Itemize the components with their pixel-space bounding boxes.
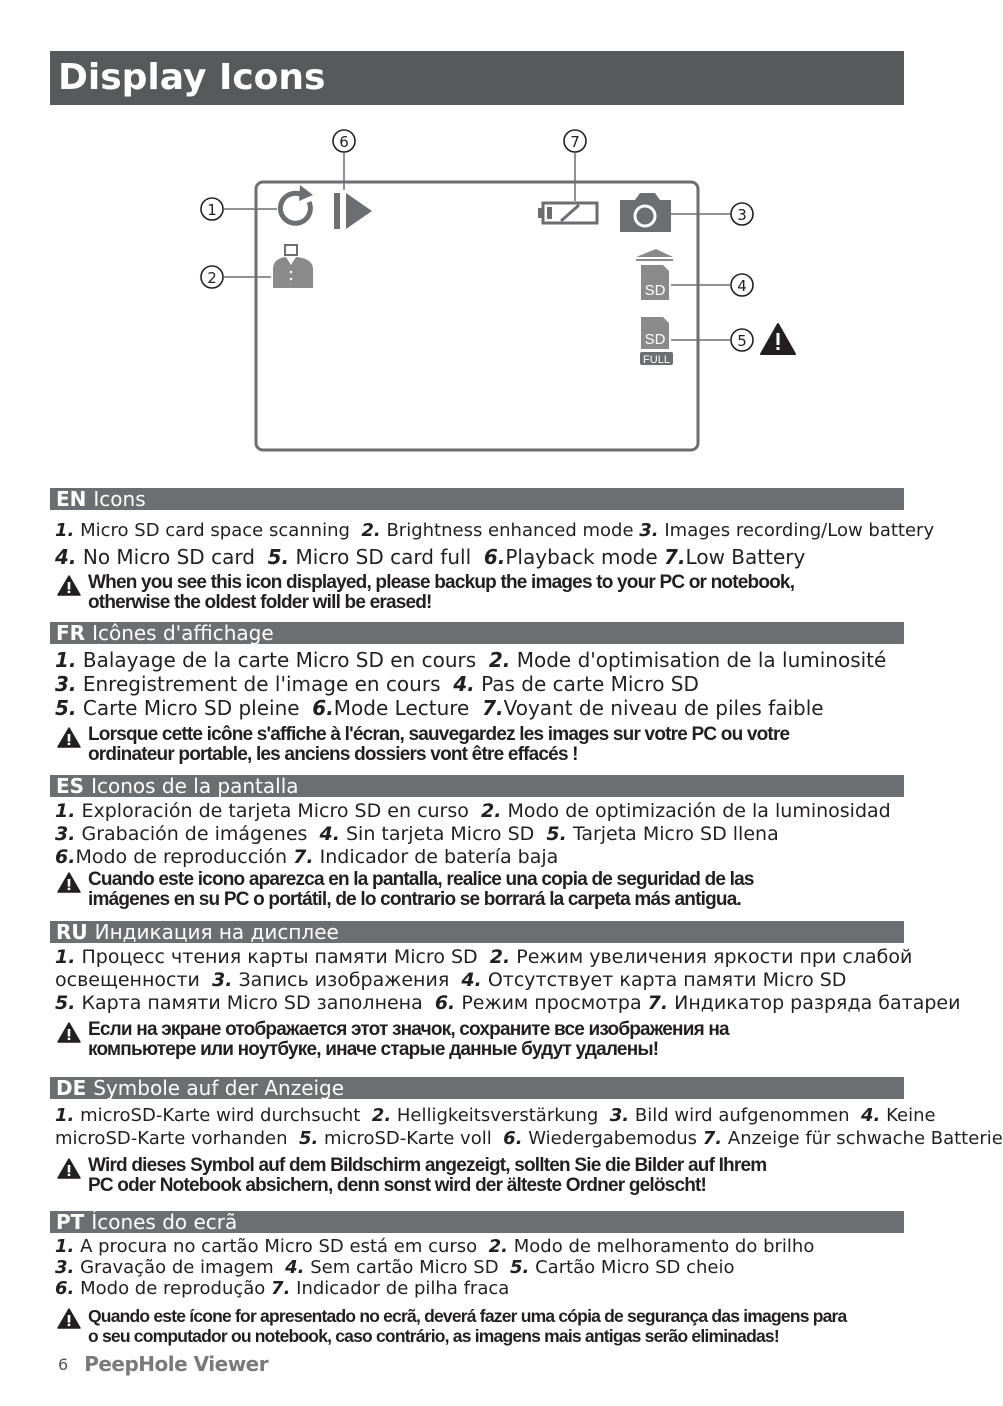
item-number: 1. xyxy=(55,946,76,968)
item-text: Cartão Micro SD cheio xyxy=(529,1257,735,1278)
item-text: Mode d'optimisation de la luminosité xyxy=(510,648,887,672)
item-text: Voyant de niveau de piles faible xyxy=(503,696,824,720)
language-code: EN xyxy=(56,487,87,511)
legend-line xyxy=(55,518,934,544)
warning-line: Если на экране отображается этот значок, сохраните все изображения на xyxy=(88,1019,729,1040)
low-battery-icon xyxy=(538,203,597,223)
item-number: 3. xyxy=(639,520,659,541)
item-number: 4. xyxy=(55,545,77,569)
warning-line: imágenes en su PC o portátil, de lo contrario se borrará la carpeta más antigua. xyxy=(88,889,741,910)
callout-2 xyxy=(201,266,223,288)
language-code: ES xyxy=(56,774,85,798)
item-number: 1. xyxy=(55,1105,75,1126)
item-number: 7. xyxy=(482,696,504,720)
item-number: 6. xyxy=(503,1128,523,1149)
warning-line: компьютере или ноутбуке, иначе старые данные будут удалены! xyxy=(88,1039,659,1060)
language-code: PT xyxy=(56,1210,85,1234)
item-number: 5. xyxy=(55,992,76,1014)
item-text: Отсутствует карта памяти Micro SD xyxy=(481,969,847,991)
sd-label-2: SD xyxy=(644,331,666,348)
warning-icon xyxy=(57,727,81,748)
sd-card-full-icon xyxy=(640,317,673,366)
item-number: 1. xyxy=(55,800,76,822)
item-text: Bild wird aufgenommen xyxy=(629,1105,862,1126)
language-code: FR xyxy=(56,621,86,645)
item-text: Pas de carte Micro SD xyxy=(474,672,699,696)
item-text: Carte Micro SD pleine xyxy=(76,696,313,720)
item-text: Brightness enhanced mode xyxy=(380,520,640,541)
item-text: Exploración de tarjeta Micro SD en curso xyxy=(75,800,481,822)
item-text: Anzeige für schwache Batterie xyxy=(722,1128,1003,1149)
item-text: Sin tarjeta Micro SD xyxy=(339,823,547,845)
backup-warning xyxy=(57,870,754,910)
section-heading-en xyxy=(50,488,904,510)
playback-icon xyxy=(334,193,372,229)
svg-text:3: 3 xyxy=(737,206,747,224)
item-text: Images recording/Low battery xyxy=(658,520,935,541)
item-text: A procura no cartão Micro SD está em curso xyxy=(74,1236,489,1257)
item-number: 2. xyxy=(488,648,511,672)
backup-warning xyxy=(57,725,789,765)
warning-line: PC oder Notebook absichern, denn sonst wird der älteste Ordner gelöscht! xyxy=(88,1175,707,1196)
legend-line xyxy=(55,1257,814,1278)
item-text: Modo de reprodução xyxy=(74,1278,272,1299)
section-heading-pt xyxy=(50,1211,904,1233)
item-text: Playback mode xyxy=(505,545,665,569)
item-text: Enregistrement de l'image en cours xyxy=(76,672,454,696)
backup-warning xyxy=(57,1156,766,1196)
icon-legend-list xyxy=(55,518,934,570)
warning-line: ordinateur portable, les anciens dossiers vont être effacés ! xyxy=(88,744,578,765)
legend-line xyxy=(55,696,886,720)
item-number: 5. xyxy=(55,696,77,720)
warning-line: Wird dieses Symbol auf dem Bildschirm angezeigt, sollten Sie die Bilder auf Ihrem xyxy=(88,1155,767,1176)
item-number: 7. xyxy=(664,545,686,569)
legend-line xyxy=(55,544,934,570)
legend-line xyxy=(55,992,960,1015)
warning-icon xyxy=(57,1022,81,1043)
warning-line: When you see this icon displayed, please backup the images to your PC or notebook, xyxy=(88,572,795,593)
item-text: Mode Lecture xyxy=(333,696,483,720)
warning-icon xyxy=(57,1308,81,1329)
svg-text:5: 5 xyxy=(737,332,747,350)
svg-text:6: 6 xyxy=(339,133,349,151)
legend-line xyxy=(55,1127,1003,1150)
legend-line xyxy=(55,648,886,672)
section-title: Индикация на дисплее xyxy=(94,920,339,944)
item-number: 3. xyxy=(609,1105,630,1126)
warning-icon xyxy=(57,1158,81,1179)
item-number: 6. xyxy=(55,846,76,868)
item-number: 4. xyxy=(461,969,482,991)
item-number: 2. xyxy=(489,946,511,968)
page-footer xyxy=(58,1352,268,1376)
legend-line xyxy=(55,672,886,696)
item-number: 5. xyxy=(267,545,290,569)
warning-line: Quando este ícone for apresentado no ecrã, deverá fazer uma cópia de segurança das imagens para xyxy=(88,1306,847,1326)
warning-icon xyxy=(57,872,81,893)
item-text: Процесс чтения карты памяти Micro SD xyxy=(75,946,490,968)
item-number: 2. xyxy=(361,520,381,541)
icon-legend-list xyxy=(55,1236,814,1299)
item-number: 1. xyxy=(55,648,77,672)
warning-line: o seu computador ou notebook, caso contrário, as imagens mais antigas serão eliminadas! xyxy=(88,1326,779,1346)
section-heading-fr xyxy=(50,622,904,644)
item-number: 6. xyxy=(483,545,506,569)
item-text: Modo de optimización de la luminosidad xyxy=(501,800,891,822)
callout-3 xyxy=(731,203,753,225)
icon-legend-list xyxy=(55,1104,1003,1150)
icon-legend-list xyxy=(55,946,960,1015)
item-text: Режим увеличения яркости при слабой xyxy=(510,946,913,968)
callout-7 xyxy=(564,130,586,152)
item-number: 2. xyxy=(480,800,502,822)
item-number: 2. xyxy=(371,1105,392,1126)
item-number: 4. xyxy=(861,1105,881,1126)
full-label: FULL xyxy=(643,354,670,366)
page-number: 6 xyxy=(58,1354,69,1374)
item-number: 5. xyxy=(298,1128,319,1149)
icon-legend-list xyxy=(55,800,891,869)
item-number: 3. xyxy=(55,672,77,696)
callout-6 xyxy=(333,130,355,152)
backup-warning xyxy=(57,1020,729,1060)
item-text: Balayage de la carte Micro SD en cours xyxy=(76,648,489,672)
item-number: 7. xyxy=(271,1278,291,1299)
item-text: Indicador de pilha fraca xyxy=(290,1278,510,1299)
section-title: Iconos de la pantalla xyxy=(91,774,299,798)
backup-warning xyxy=(57,573,794,613)
section-title: Ícones do ecrã xyxy=(91,1210,238,1234)
legend-line xyxy=(55,1104,1003,1127)
item-number: 5. xyxy=(546,823,567,845)
item-number: 3. xyxy=(55,1257,75,1278)
item-text: Grabación de imágenes xyxy=(75,823,320,845)
item-number: 7. xyxy=(647,992,669,1014)
language-code: DE xyxy=(56,1076,87,1100)
item-text: microSD-Karte voll xyxy=(318,1128,504,1149)
scanning-icon xyxy=(280,185,313,223)
legend-line xyxy=(55,823,891,846)
camera-icon xyxy=(620,193,671,232)
night-mode-icon xyxy=(273,238,325,288)
item-text: Карта памяти Micro SD заполнена xyxy=(75,992,435,1014)
item-number: 6. xyxy=(434,992,456,1014)
warning-line: Cuando este icono aparezca en la pantalla, realice una copia de seguridad de las xyxy=(88,869,754,890)
item-text: microSD-Karte vorhanden xyxy=(55,1128,299,1149)
warning-icon xyxy=(57,575,81,596)
legend-line xyxy=(55,1236,814,1257)
language-code: RU xyxy=(56,920,88,944)
item-text: Gravação de imagem xyxy=(74,1257,286,1278)
section-heading-de xyxy=(50,1077,904,1099)
section-heading-ru xyxy=(50,921,904,943)
item-number: 4. xyxy=(319,823,340,845)
item-number: 6. xyxy=(312,696,334,720)
brand-logo: PeepHole Viewer xyxy=(84,1352,269,1376)
item-text: Helligkeitsverstärkung xyxy=(391,1105,610,1126)
item-number: 2. xyxy=(488,1236,509,1257)
section-title: Icons xyxy=(93,487,146,511)
svg-text:1: 1 xyxy=(207,201,217,219)
item-number: 3. xyxy=(55,823,76,845)
sd-label-1: SD xyxy=(644,282,666,299)
warning-line: Lorsque cette icône s'affiche à l'écran, sauvegardez les images sur votre PC ou votre xyxy=(88,724,790,745)
item-text: Micro SD card full xyxy=(289,545,484,569)
svg-text:7: 7 xyxy=(570,133,580,151)
svg-text:2: 2 xyxy=(207,269,217,287)
callout-5 xyxy=(731,329,753,351)
item-text: Modo de reproducción xyxy=(75,846,294,868)
callout-1 xyxy=(201,198,223,220)
item-text: Sem cartão Micro SD xyxy=(304,1257,510,1278)
item-number: 7. xyxy=(293,846,314,868)
svg-text:4: 4 xyxy=(737,277,747,295)
item-number: 4. xyxy=(453,672,475,696)
item-text: Micro SD card space scanning xyxy=(74,520,362,541)
legend-line xyxy=(55,1278,814,1299)
item-number: 4. xyxy=(285,1257,305,1278)
item-text: Low Battery xyxy=(685,545,806,569)
section-title: Icônes d'affichage xyxy=(92,621,274,645)
item-text: Keine xyxy=(880,1105,936,1126)
warning-line: otherwise the oldest folder will be erased! xyxy=(88,592,432,613)
item-number: 3. xyxy=(211,969,233,991)
legend-line xyxy=(55,800,891,823)
item-text: Режим просмотра xyxy=(455,992,648,1014)
backup-warning xyxy=(57,1306,846,1346)
item-text: Индикатор разряда батареи xyxy=(668,992,961,1014)
section-title: Symbole auf der Anzeige xyxy=(93,1076,345,1100)
legend-line xyxy=(55,946,960,969)
item-text: No Micro SD card xyxy=(76,545,268,569)
no-sd-card-icon xyxy=(636,249,673,300)
item-text: microSD-Karte wird durchsucht xyxy=(74,1105,372,1126)
item-text: Запись изображения xyxy=(232,969,462,991)
item-number: 5. xyxy=(510,1257,530,1278)
item-text: Indicador de batería baja xyxy=(313,846,559,868)
item-number: 7. xyxy=(702,1128,723,1149)
icon-legend-list xyxy=(55,648,886,720)
section-heading-es xyxy=(50,775,904,797)
display-diagram xyxy=(195,125,815,455)
legend-line xyxy=(55,846,891,869)
item-number: 1. xyxy=(55,1236,75,1257)
item-number: 1. xyxy=(55,520,75,541)
warning-icon xyxy=(761,324,795,354)
item-text: Tarjeta Micro SD llena xyxy=(566,823,779,845)
item-text: освещенности xyxy=(55,969,212,991)
item-text: Modo de melhoramento do brilho xyxy=(508,1236,815,1257)
item-number: 6. xyxy=(55,1278,75,1299)
legend-line xyxy=(55,969,960,992)
item-text: Wiedergabemodus xyxy=(522,1128,703,1149)
callout-4 xyxy=(731,274,753,296)
page-title: Display Icons xyxy=(50,51,904,105)
